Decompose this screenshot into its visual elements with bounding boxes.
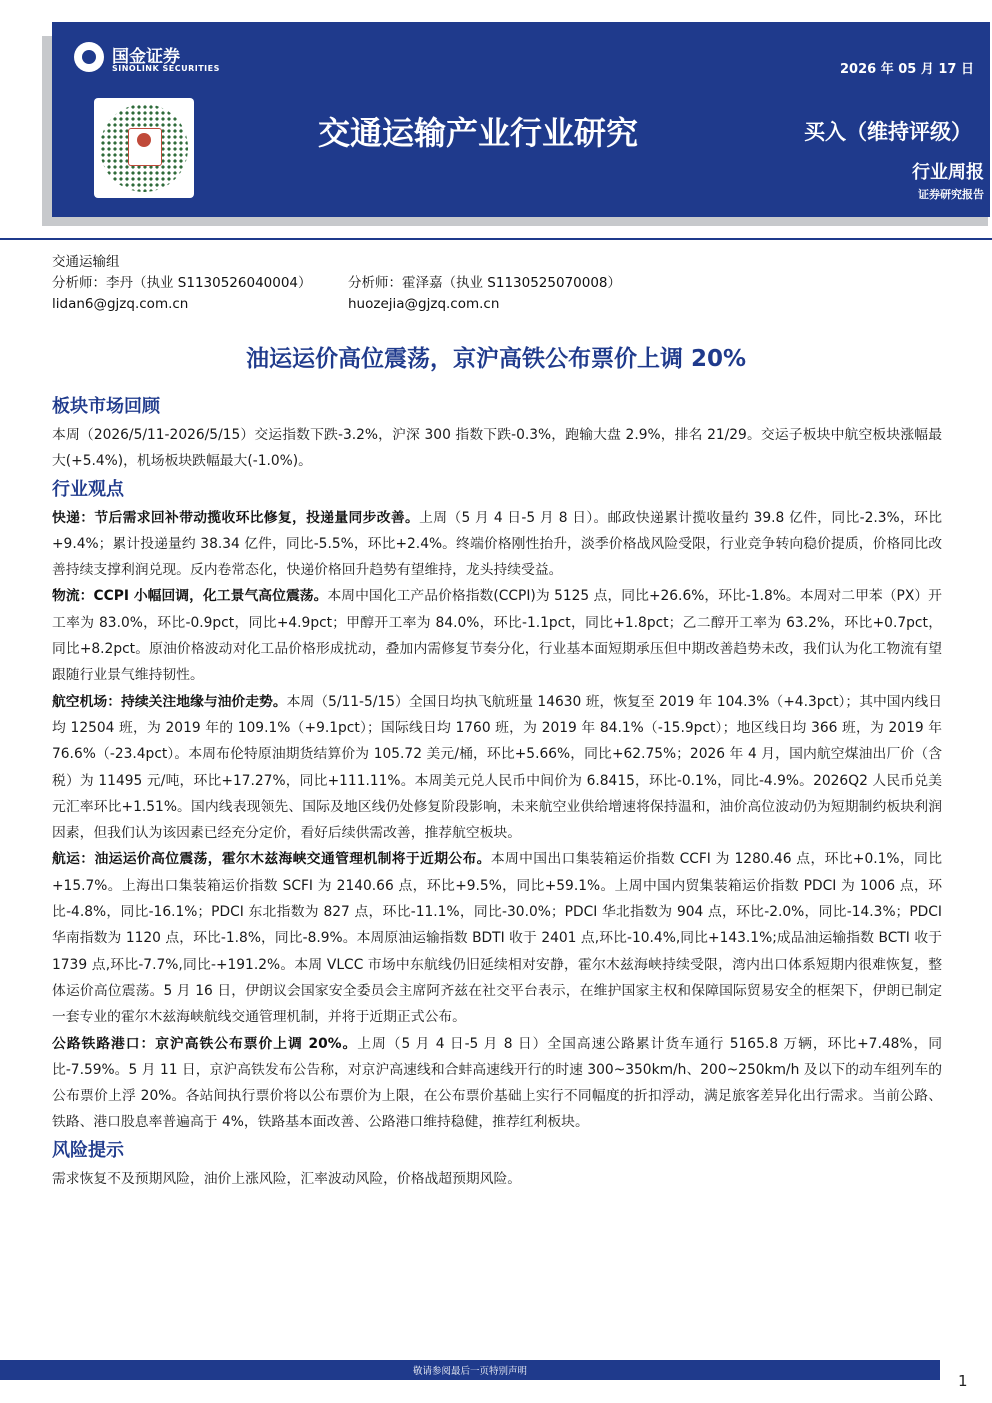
express-paragraph — [52, 505, 942, 584]
market-review-text: 本周（2026/5/11-2026/5/15）交运指数下跌-3.2%，沪深 300 指数下跌-0.3%，跑输大盘 2.9%，排名 21/29。交运子板块中航空板块涨幅最大(+5.4%)，机场板块跌幅最大(-1.0%)。 — [52, 427, 942, 470]
section-title-views: 行业观点 — [52, 478, 124, 500]
logistics-lead: 物流：CCPI 小幅回调，化工景气高位震荡。 — [52, 588, 328, 605]
express-text: 上周（5 月 4 日-5 月 8 日）。邮政快递累计揽收量约 39.8 亿件，同比-2.3%，环比+9.4%；累计投递量约 38.34 亿件，同比-5.5%，环比+2.4%。终端价格刚性抬升，淡季价格战风险受限，行业竞争转向稳价提质，价格同比改善持续支撑利润兑现。反内卷常态化，快递价格回升趋势有望维持，龙头持续受益。 — [52, 509, 943, 579]
analyst-2-email[interactable]: huozejia@gjzq.com.cn — [348, 296, 500, 312]
report-title: 交通运输产业行业研究 — [318, 114, 639, 152]
aviation-text: 本周（5/11-5/15）全国日均执飞航班量 14630 班，恢复至 2019 年 104.3%（+4.3pct）；其中国内线日均 12504 班，为 2019 年的 109.1%（+9.1pct）；国际线日均 1760 班，为 2019 年 84.1%（-15.9pct）；地区线日均 366 班，为 2019 年 76.6%（-23.4pct）。本周布伦特原油期货结算价为 105.72 美元/桶，环比+5.66%，同比+62.75%；2026 年 4 月，国内航空煤油出厂价（含税）为 11495 元/吨，环比+17.27%，同比+111.11%。本周美元兑人民币中间价为 6.8415，环比-0.1%，同比-4.9%。2026Q2 人民币兑美元汇率环比+1.51%。国内线表现领先、国际及地区线仍处修复阶段影响，未来航空业供给增速将保持温和，油价高位波动仍为短期制约板块利润因素，但我们认为该因素已经充分定价，看好后续供需改善，推荐航空板块。 — [52, 693, 943, 842]
shipping-text: 本周中国出口集装箱运价指数 CCFI 为 1280.46 点，环比+0.1%，同比+15.7%。上海出口集装箱运价指数 SCFI 为 2140.66 点，环比+9.5%，同比+59.1%。上周中国内贸集装箱运价指数 PDCI 为 1006 点，环比-4.8%，同比-16.1%；PDCI 东北指数为 827 点，环比-11.1%，同比-30.0%；PDCI 华北指数为 904 点，环比-2.0%，同比-14.3%；PDCI 华南指数为 1120 点，环比-1.8%，同比-8.9%。本周原油运输指数 BDTI 收于 2401 点,环比-10.4%,同比+143.1%;成品油运输指数 BCTI 收于 1739 点,环比-7.7%,同比-+191.2%。本周 VLCC 市场中东航线仍旧延续相对安静，霍尔木兹海峡持续受限，湾内出口体系短期内很难恢复，整体运价高位震荡。5 月 16 日，伊朗议会国家安全委员会主席阿齐兹在社交平台表示，在维护国家主权和保障国际贸易安全的框架下，伊朗已制定一套专业的霍尔木兹海峡航线交通管理机制，并将于近期正式公布。 — [52, 851, 943, 1026]
header-divider — [0, 238, 992, 240]
footer-notice: 敬请参阅最后一页特别声明 — [412, 1366, 527, 1377]
road-rail-port-paragraph — [52, 1031, 942, 1136]
logo-name-cn: 国金证券 — [112, 47, 180, 67]
analyst-1: 分析师：李丹（执业 S1130526040004） — [52, 275, 312, 291]
team-name: 交通运输组 — [52, 254, 120, 270]
qr-code-icon — [94, 98, 194, 198]
road-rail-port-lead: 公路铁路港口：京沪高铁公布票价上调 20%。 — [52, 1035, 358, 1052]
logistics-paragraph — [52, 583, 942, 688]
report-body — [52, 392, 942, 1192]
shipping-lead: 航运：油运运价高位震荡，霍尔木兹海峡交通管理机制将于近期公布。 — [52, 851, 491, 868]
page-number: 1 — [958, 1372, 968, 1390]
author-block — [52, 252, 622, 315]
report-type: 行业周报 — [912, 162, 984, 183]
section-title-market: 板块市场回顾 — [52, 396, 160, 417]
logo-name-en: SINOLINK SECURITIES — [112, 64, 220, 73]
road-rail-port-text: 上周（5 月 4 日-5 月 8 日）全国高速公路累计货车通行 5165.8 万辆，环比+7.48%，同比-7.59%。5 月 11 日，京沪高铁发布公告称，对京沪高速线和合蚌高速线开行的时速 300~350km/h、200~250km/h 及以下的动车组列车的公布票价上浮 20%。各站间执行票价将以公布票价为上限，在公布票价基础上实行不同幅度的折扣浮动，满足旅客差异化出行需求。当前公路、铁路、港口股息率普遍高于 4%，铁路基本面改善、公路港口维持稳健，推荐红利板块。 — [52, 1035, 942, 1131]
company-logo — [74, 42, 234, 78]
analyst-1-email[interactable]: lidan6@gjzq.com.cn — [52, 296, 189, 312]
aviation-lead: 航空机场：持续关注地缘与油价走势。 — [52, 693, 287, 710]
report-headline: 油运运价高位震荡，京沪高铁公布票价上调 20% — [245, 346, 747, 372]
risk-text: 需求恢复不及预期风险，油价上涨风险，汇率波动风险，价格战超预期风险。 — [52, 1170, 522, 1187]
shipping-paragraph — [52, 846, 942, 1030]
rating: 买入（维持评级） — [804, 120, 972, 144]
logistics-text: 本周中国化工产品价格指数(CCPI)为 5125 点，同比+26.6%，环比-1.8%。本周对二甲苯（PX）开工率为 83.0%，环比-0.9pct，同比+4.9pct；甲醇开工率为 84.0%，环比-1.1pct，同比+1.8pct；乙二醇开工率为 63.2%，环比+0.7pct，同比+8.2pct。原油价格波动对化工品价格形成扰动，叠加内需修复节奏分化，行业基本面短期承压但中期改善趋势未改，我们认为化工物流有望跟随行业景气维持韧性。 — [52, 588, 942, 684]
analyst-2: 分析师：霍泽嘉（执业 S1130525070008） — [348, 275, 622, 291]
section-title-risk: 风险提示 — [52, 1139, 124, 1161]
report-date: 2026 年 05 月 17 日 — [840, 62, 974, 77]
aviation-paragraph — [52, 689, 942, 847]
logo-icon — [74, 42, 104, 72]
report-subtype: 证券研究报告 — [918, 188, 984, 201]
express-lead: 快递：节后需求回补带动揽收环比修复，投递量同步改善。 — [52, 509, 420, 526]
